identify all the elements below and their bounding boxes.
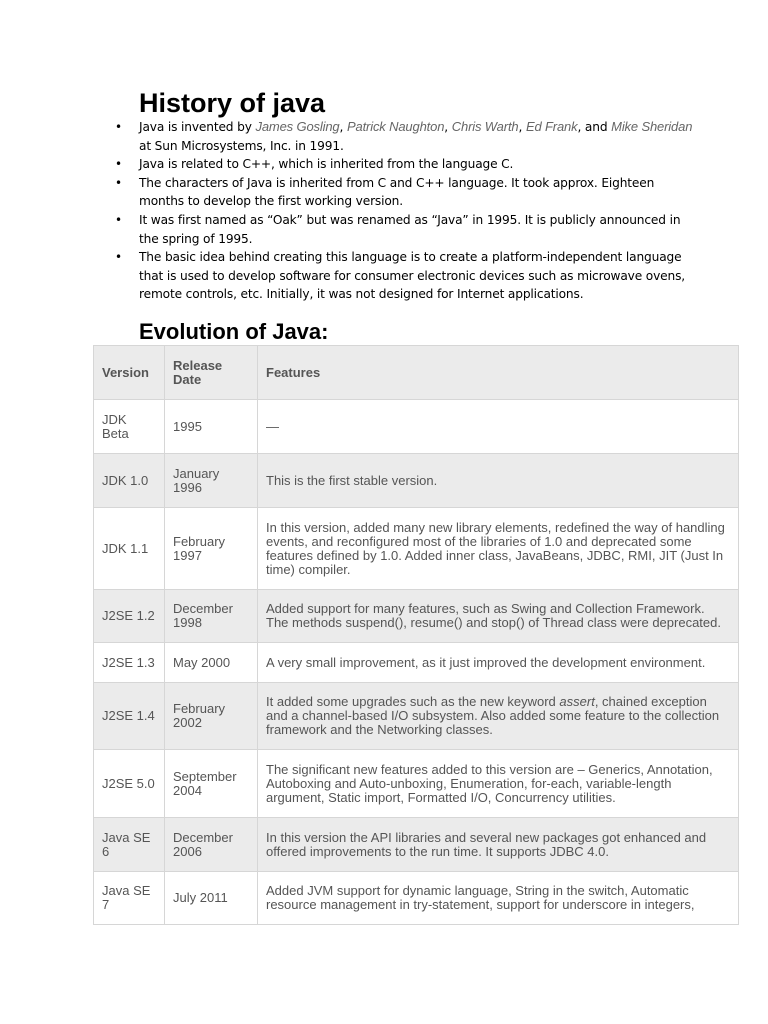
list-item [115, 174, 699, 211]
features-cell: Added JVM support for dynamic language, String in the switch, Automatic resource management in try-statement, support for underscore in integers, [258, 872, 739, 925]
version-cell: J2SE 5.0 [94, 750, 165, 818]
version-cell: JDK 1.0 [94, 454, 165, 508]
column-header-features: Features [258, 346, 739, 400]
list-item [115, 155, 699, 174]
features-cell: Added support for many features, such as Swing and Collection Framework. The methods suspend(), resume() and stop() of Thread class were deprecated. [258, 590, 739, 643]
date-cell: September 2004 [165, 750, 258, 818]
list-item [115, 211, 699, 248]
table-row [94, 454, 739, 508]
bullet-text: The characters of Java is inherited from C and C++ language. It took approx. Eighteen months to develop the first working version. [139, 175, 655, 209]
table-row [94, 818, 739, 872]
page-title: History of java [139, 88, 326, 118]
features-cell: In this version, added many new library elements, redefined the way of handling events, and reconfigured most of the libraries of 1.0 and deprecated some features defined by 1.0. Added inner class, JavaBeans, JDBC, RMI, JIT (Just In time) compiler. [258, 508, 739, 590]
person-link[interactable]: Mike Sheridan [611, 119, 693, 134]
person-link[interactable]: Ed Frank [525, 119, 578, 134]
list-item [115, 248, 699, 304]
column-header-release-date: Release Date [165, 346, 258, 400]
date-cell: February 1997 [165, 508, 258, 590]
date-cell: December 2006 [165, 818, 258, 872]
version-cell: J2SE 1.2 [94, 590, 165, 643]
section-title: Evolution of Java: [139, 319, 329, 344]
bullet-text: The basic idea behind creating this language is to create a platform-independent language that is used to develop software for consumer electronic devices such as microwave ovens, remote controls, etc. Initially, it was not designed for Internet applications. [139, 250, 685, 302]
features-cell: The significant new features added to this version are – Generics, Annotation, Autoboxing and Auto-unboxing, Enumeration, for-each, variable-length argument, Static import, Formatted I/O, Concurrency utilities. [258, 750, 739, 818]
table-row [94, 643, 739, 683]
table-row [94, 590, 739, 643]
version-cell: JDK 1.1 [94, 508, 165, 590]
version-cell: Java SE 6 [94, 818, 165, 872]
table-row [94, 683, 739, 750]
table-row [94, 872, 739, 925]
date-cell: July 2011 [165, 872, 258, 925]
table-header-row [94, 346, 739, 400]
date-cell: December 1998 [165, 590, 258, 643]
list-item: • Java is invented by James Gosling, Patrick Naughton, Chris Warth, Ed Frank, and Mike Sheridan at Sun Microsystems, Inc. in 1991. [115, 119, 693, 153]
table-row [94, 750, 739, 818]
bullet-icon: • [115, 250, 122, 265]
features-cell: This is the first stable version. [258, 454, 739, 508]
version-cell: J2SE 1.3 [94, 643, 165, 683]
bullet-icon: • [115, 212, 122, 227]
features-cell: A very small improvement, as it just improved the development environment. [258, 643, 739, 683]
features-cell: — [258, 400, 739, 454]
version-cell: Java SE 7 [94, 872, 165, 925]
keyword-text: assert [559, 694, 595, 709]
bullet-text: It was first named as “Oak” but was renamed as “Java” in 1995. It is publicly announced in the spring of 1995. [139, 212, 681, 246]
person-link[interactable]: James Gosling [255, 119, 340, 134]
table-row [94, 400, 739, 454]
bullet-icon: • [115, 120, 122, 134]
features-cell: It added some upgrades such as the new keyword assert, chained exception and a channel-based I/O subsystem. Also added some feature to the collection framework and the Networking classes. [258, 683, 739, 750]
bullet-icon: • [115, 157, 122, 172]
version-cell: JDK Beta [94, 400, 165, 454]
bullet-icon: • [115, 175, 122, 190]
table-row [94, 508, 739, 590]
features-cell: In this version the API libraries and several new packages got enhanced and offered improvements to the run time. It supports JDBC 4.0. [258, 818, 739, 872]
history-bullet-list [115, 118, 699, 304]
date-cell: February 2002 [165, 683, 258, 750]
date-cell: 1995 [165, 400, 258, 454]
version-cell: J2SE 1.4 [94, 683, 165, 750]
date-cell: May 2000 [165, 643, 258, 683]
person-link[interactable]: Chris Warth [451, 119, 519, 134]
date-cell: January 1996 [165, 454, 258, 508]
java-evolution-table [93, 345, 739, 925]
bullet-text: Java is related to C++, which is inherited from the language C. [139, 157, 514, 172]
column-header-version: Version [94, 346, 165, 400]
person-link[interactable]: Patrick Naughton [346, 119, 445, 134]
